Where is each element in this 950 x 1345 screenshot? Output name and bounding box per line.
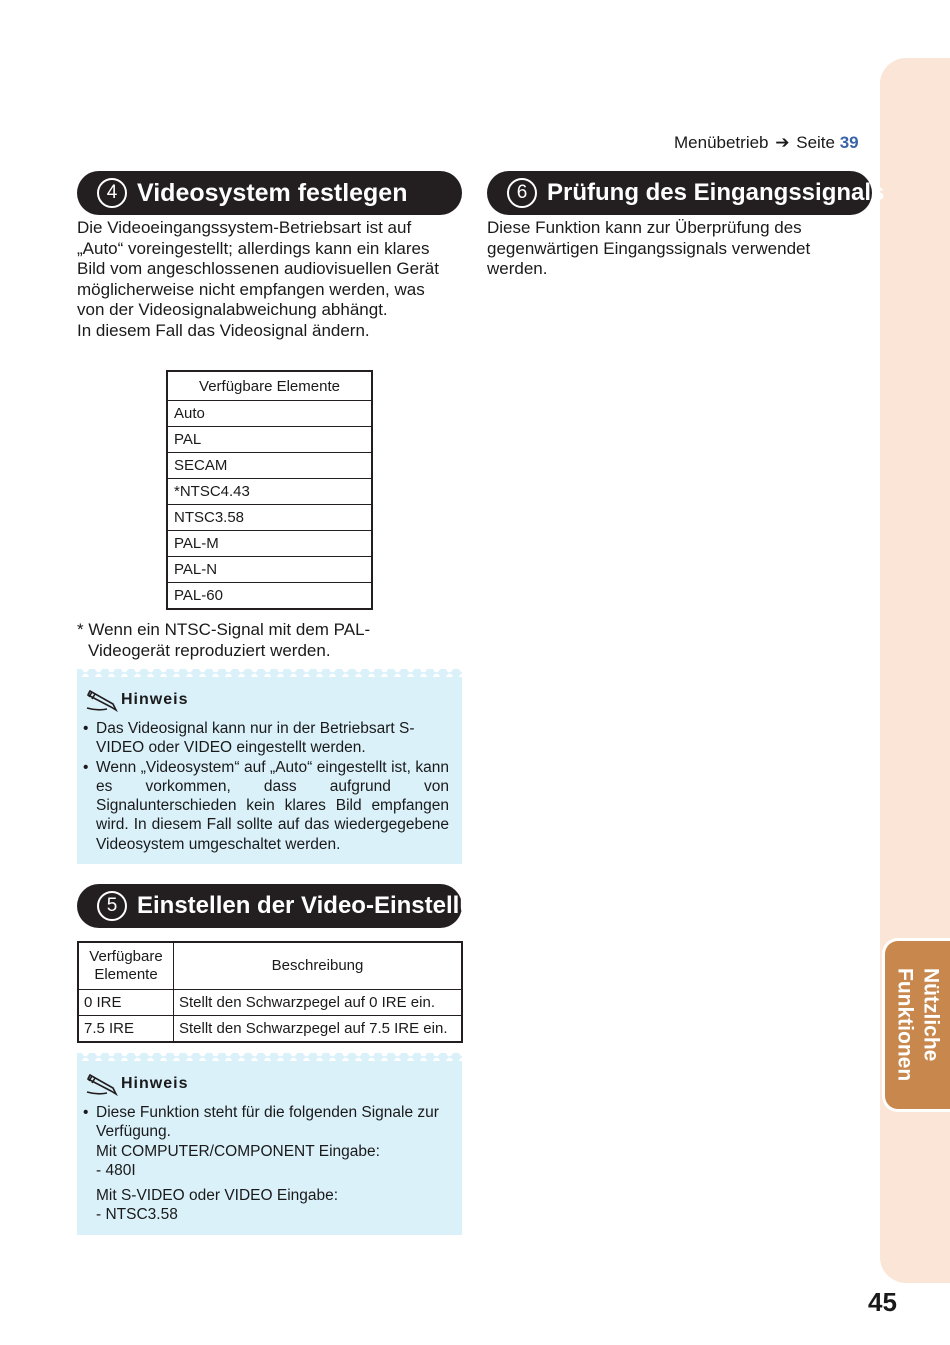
note-title: Hinweis bbox=[121, 1075, 189, 1092]
section-number-badge: 5 bbox=[97, 891, 127, 921]
side-tab-label: Nützliche Funktionen bbox=[893, 968, 943, 1082]
breadcrumb-page-link[interactable]: 39 bbox=[839, 133, 859, 152]
table-row bbox=[167, 401, 372, 427]
note-line: Mit COMPUTER/COMPONENT Eingabe: bbox=[96, 1142, 380, 1160]
section-number-badge: 6 bbox=[507, 178, 537, 208]
dotted-border bbox=[77, 1053, 462, 1061]
section-title: Prüfung des Eingangssignals bbox=[547, 179, 885, 206]
breadcrumb bbox=[674, 133, 859, 153]
table-cell: NTSC3.58 bbox=[167, 505, 372, 531]
table-row bbox=[167, 531, 372, 557]
table-cell: SECAM bbox=[167, 453, 372, 479]
section-title: Einstellen der Video-Einstellung bbox=[137, 892, 504, 919]
table-cell: *NTSC4.43 bbox=[167, 479, 372, 505]
table-cell: PAL-60 bbox=[167, 583, 372, 610]
pencil-icon bbox=[85, 1071, 121, 1097]
list-item: • Das Videosignal kann nur in der Betriebsart S-VIDEO oder VIDEO eingestellt werden. bbox=[83, 719, 449, 758]
page-number: 45 bbox=[868, 1287, 897, 1317]
note-line: Mit S-VIDEO oder VIDEO Eingabe: bbox=[96, 1187, 339, 1205]
note-box bbox=[77, 1053, 462, 1235]
pencil-icon bbox=[85, 687, 121, 713]
table-row bbox=[167, 427, 372, 453]
side-tab-nuetzliche-funktionen[interactable] bbox=[882, 938, 950, 1112]
dotted-border bbox=[77, 669, 462, 677]
note-line: - NTSC3.58 bbox=[96, 1206, 178, 1224]
table-cell: Stellt den Schwarzpegel auf 7.5 IRE ein. bbox=[174, 1016, 463, 1043]
footnote: * Wenn ein NTSC-Signal mit dem PAL-Videogerät reproduziert werden. bbox=[77, 620, 371, 660]
note-title: Hinweis bbox=[121, 691, 189, 708]
table-cell: Stellt den Schwarzpegel auf 0 IRE ein. bbox=[174, 990, 463, 1016]
breadcrumb-page-label: Seite bbox=[796, 133, 835, 152]
table-header: Beschreibung bbox=[174, 942, 463, 990]
note-list bbox=[83, 1103, 449, 1225]
section-body: Diese Funktion kann zur Überprüfung des gegenwärtigen Eingangssignals verwendet werden. bbox=[487, 218, 811, 278]
section-body bbox=[77, 218, 454, 341]
section-header-videosystem bbox=[77, 171, 462, 215]
table-row bbox=[78, 990, 462, 1016]
arrow-right-icon: ➔ bbox=[775, 133, 790, 152]
table-row bbox=[167, 453, 372, 479]
section-title: Videosystem festlegen bbox=[137, 178, 408, 207]
table-row bbox=[167, 505, 372, 531]
table-cell: 7.5 IRE bbox=[78, 1016, 174, 1043]
table-header: Verfügbare Elemente bbox=[78, 942, 174, 990]
breadcrumb-text: Menübetrieb bbox=[674, 133, 769, 152]
body-paragraph: Die Videoeingangssystem-Betriebsart ist auf „Auto“ voreingestellt; allerdings kann ein klares Bild vom angeschlossenen audiovisuellen Gerät möglicherweise nicht empfangen werden, was von der Videosignalabweichung abhängt. bbox=[77, 218, 439, 319]
note-box bbox=[77, 669, 462, 864]
video-system-table bbox=[166, 370, 373, 610]
table-cell: Auto bbox=[167, 401, 372, 427]
table-cell: 0 IRE bbox=[78, 990, 174, 1016]
list-item: • Wenn „Videosystem“ auf „Auto“ eingestellt ist, kann es vorkommen, dass aufgrund von Signalunterschieden kein klares Bild empfangen wird. In diesem Fall sollte auf das wiedergegebene Videosystem umgeschaltet werden. bbox=[83, 758, 449, 854]
table-row bbox=[78, 1016, 462, 1043]
note-heading bbox=[85, 687, 188, 713]
table-row bbox=[167, 479, 372, 505]
section-header-eingangssignal bbox=[487, 171, 885, 215]
body-paragraph: In diesem Fall das Videosignal ändern. bbox=[77, 320, 370, 340]
note-line: - 480I bbox=[96, 1161, 136, 1179]
table-cell: PAL-M bbox=[167, 531, 372, 557]
note-heading bbox=[85, 1071, 188, 1097]
table-row bbox=[167, 557, 372, 583]
table-row bbox=[167, 583, 372, 610]
section-number-badge: 4 bbox=[97, 178, 127, 208]
list-item: • Diese Funktion steht für die folgenden Signale zur Verfügung. bbox=[83, 1103, 449, 1142]
section-header-video-einstellung bbox=[77, 884, 504, 928]
note-list bbox=[83, 719, 449, 854]
table-header: Verfügbare Elemente bbox=[167, 371, 372, 401]
table-cell: PAL-N bbox=[167, 557, 372, 583]
video-setting-table bbox=[77, 941, 463, 1043]
table-cell: PAL bbox=[167, 427, 372, 453]
